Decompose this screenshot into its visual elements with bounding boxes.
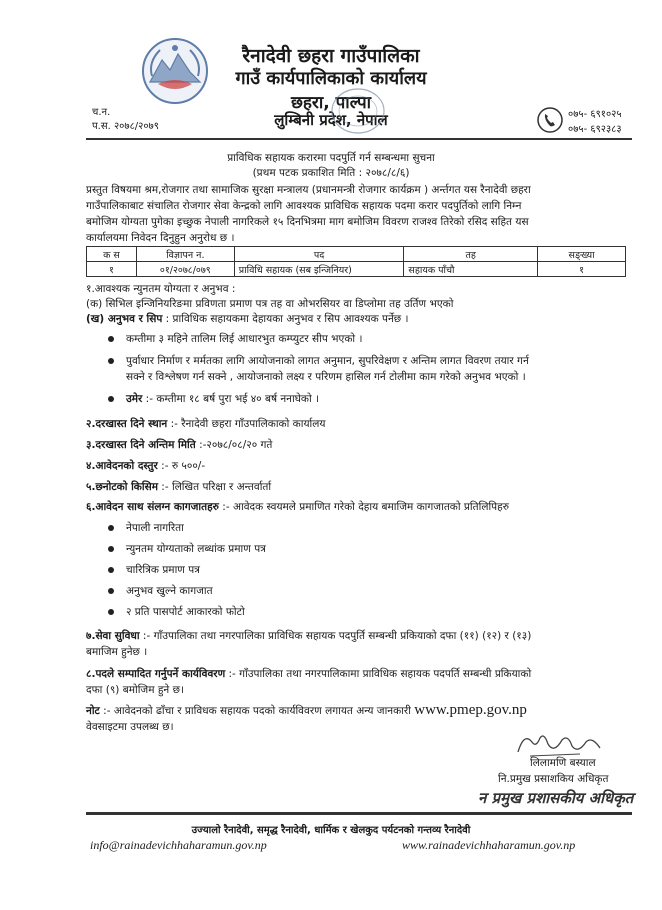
pmep-website-link[interactable]: www.pmep.gov.np [414,702,527,718]
col-header-adv-no: विज्ञापन न. [136,247,234,262]
fiscal-year: प.स. २०७८/२०७९ [92,121,159,132]
bullet-icon [108,525,114,531]
intro-line: बमोजिम योग्यता पुगेका इच्छुक नेपाली नागरिकले १५ दिनभित्रमा माग बमोजिम विवरण राजश्व तिरेको रसिद सहित यस [86,216,529,228]
list-item: नेपाली नागरिता [100,520,600,536]
header-divider [86,138,632,140]
list-item-continued: सक्ने र विश्लेषण गर्न सक्ने , आयोजनाको लक्ष्य र परिणम हासिल गर्न टोलीमा काम गरेको अनुभव भएको । [126,371,526,383]
intro-line: कार्यालयमा निवेदन दिनुहुन अनुरोध छ । [86,232,235,244]
col-header-post: पद [234,247,404,262]
office-round-stamp [330,86,386,136]
age-text: :- कम्तीमा १८ बर्ष पुरा भई ४० बर्ष ननाघेको । [142,393,320,405]
designation-stamp: न प्रमुख प्रशासकीय अधिकृत [478,789,634,807]
footer-slogan: उज्यालो रैनादेवी, समृद्ध रैनादेवी, धार्मिक र खेलकुद पर्यटनको गन्तव्य रैनादेवी [191,825,471,836]
requirements-heading: १.आवश्यक न्युनतम योग्यता र अनुभव : [86,283,236,295]
section-application-place: २.दरखास्त दिने स्थान :- रैनादेवी छहरा गाँउपालिकाको कार्यालय [86,418,326,430]
skill-list [100,331,632,407]
list-item: चारित्रिक प्रमाण पत्र [100,562,600,578]
bullet-icon [108,567,114,573]
province-name: लुम्बिनी प्रदेश, नेपाल [274,111,388,129]
list-item: पुर्वाधार निर्माण र मर्मतका लागि आयोजनाको लागत अनुमान, सुपरिवेक्षण र अन्तिम लागत विवरण तयार गर्न [100,353,632,369]
section-selection-method: ५.छनोटको किसिम :- लिखित परिक्षा र अन्तर्वार्ता [86,481,272,493]
cell-post: प्राविधि सहायक (सब इन्जिनियर) [234,262,404,277]
col-header-count: सङ्ख्या [538,247,626,262]
section-job-description: ८.पदले सम्पादित गर्नुपर्ने कार्यविवरण :- गाँउपालिका तथा नगरपालिकामा प्राविधिक सहायक पदपर्ति सम्बन्धी प्रकियाको दफा (९) बमोजिम हुने छ। [86,668,532,696]
office-location: छहरा, पाल्पा [290,93,372,113]
cell-count: १ [538,262,626,277]
intro-line: प्रस्तुत विषयमा श्रम,रोजगार तथा सामाजिक सुरक्षा मन्त्रालय (प्रधानमन्त्री रोजगार कार्यक्रम ) अर्न्तगत यस रैनादेवी छहरा [86,184,531,196]
cell-sn: १ [87,262,137,277]
col-header-sn: क स [87,247,137,262]
note-section: नोट :- आवेदनको ढाँचा र प्राविधक सहायक पदको कार्यविवरण लगायत अन्य जानकारी www.pmep.gov.np वेवसाइटमा उपलब्ध छ। [86,702,527,733]
vacancy-table [86,246,626,277]
experience-text: : प्राविधिक सहायकमा देहायका अनुभव र सिप आवश्यक पर्नेछ । [162,313,409,325]
footer-divider [86,812,632,815]
notice-subtitle: (प्रथम पटक प्रकाशित मिति : २०७८/८/६) [252,167,410,179]
table-row [87,262,626,277]
bullet-icon [108,336,114,342]
phone-number-2: ०७५- ६९२३८३ [568,124,622,135]
list-item: अनुभव खुल्ने कागजात [100,583,600,599]
signatory-name: लिलामणि बस्याल [530,757,596,769]
notice-title: प्राविधिक सहायक करारमा पदपुर्ति गर्न सम्बन्धमा सुचना [227,152,435,164]
table-header-row [87,247,626,262]
list-item-age [100,391,632,407]
col-header-level: तह [404,247,538,262]
experience-line [86,311,408,327]
age-label: उमेर [126,393,143,405]
reference-number: च.न. [92,107,111,118]
cell-level: सहायक पाँचौ [404,262,538,277]
bullet-icon [108,358,114,364]
phone-number-1: ०७५- ६९१०२५ [568,109,622,120]
list-item: न्युनतम योग्यताको लब्धांक प्रमाण पत्र [100,541,600,557]
list-item: कम्तीमा ३ महिने तालिम लिई आधारभुत कम्प्युटर सीप भएको । [100,331,632,347]
phone-icon [536,106,564,134]
bullet-icon [108,588,114,594]
qualification-text: (क) सिभिल इन्जिनियरिङमा प्रविणता प्रमाण पत्र तह वा ओभरसियर वा डिप्लोमा तह उर्तिण भएको [86,298,454,310]
section-deadline: ३.दरखास्त दिने अन्तिम मिति :-२०७८/०८/२० गते [86,439,273,451]
section-service-facility: ७.सेवा सुविधा :- गाँउपालिका तथा नगरपालिका प्राविधिक सहायक पदपुर्ति सम्बन्धी प्रकियाको दफा (११) (१२) र (१३) बमाजिम हुनेछ । [86,630,532,658]
signatory-designation: नि.प्रमुख प्रसाशकिय अधिकृत [498,773,609,785]
experience-label: (ख) अनुभव र सिप [86,313,163,325]
list-item: २ प्रति पासपोर्ट आकारको फोटो [100,604,600,620]
cell-adv-no: ०१/२०७८/०७९ [136,262,234,277]
footer-email[interactable]: info@rainadevichhaharamun.gov.np [90,838,267,852]
bullet-icon [108,609,114,615]
document-list [100,520,600,620]
bullet-icon [108,396,114,402]
municipality-name: रैनादेवी छहरा गाउँपालिका [242,45,420,67]
footer-website[interactable]: www.rainadevichhaharamun.gov.np [402,838,576,852]
office-name: गाउँ कार्यपालिकाको कार्यालय [235,68,427,89]
intro-line: गाउँपालिकाबाट संचालित रोजगार सेवा केन्द्रको लागि आवश्यक प्राविधिक सहायक पदमा करार पदपुर्तिको लागि निम्न [86,200,522,212]
section-fee: ४.आवेदनको दस्तुर :- रु ५००/- [86,460,206,472]
bullet-icon [108,546,114,552]
section-attachments: ६.आवेदन साथ संलग्न कागजातहरु :- आवेदक स्वयमले प्रमाणित गरेको देहाय बमाजिम कागजातको प्रतिलिपिहरु [86,501,509,513]
notice-intro [86,182,632,246]
